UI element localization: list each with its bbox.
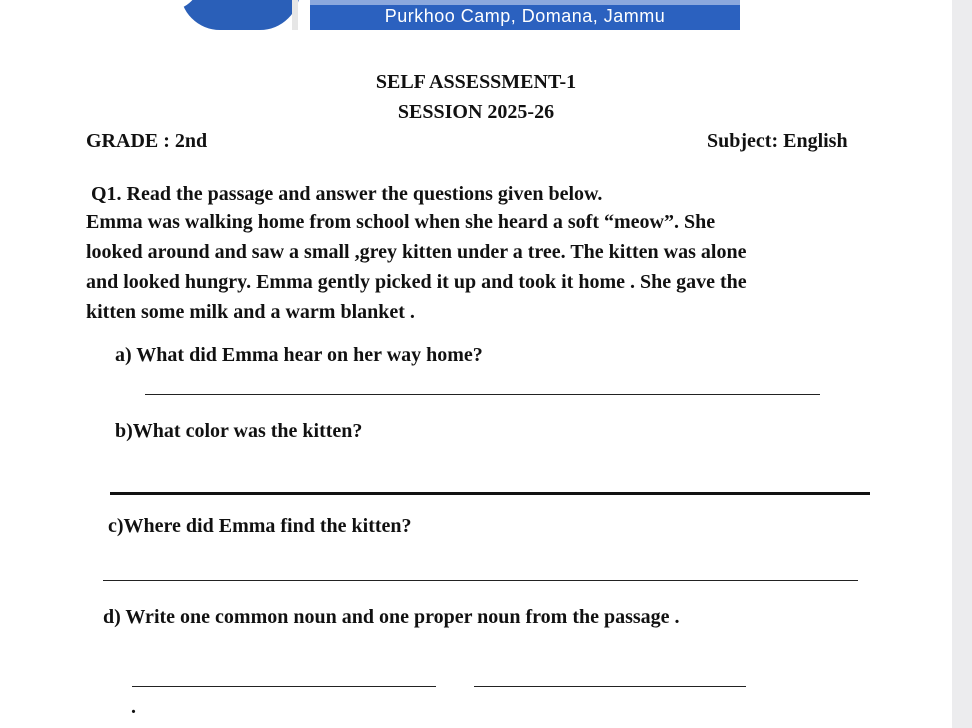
assessment-title: SELF ASSESSMENT-1 — [375, 71, 577, 93]
viewer-margin — [952, 0, 972, 728]
grade-label: GRADE : 2nd — [86, 130, 208, 152]
school-logo-emblem — [180, 0, 300, 30]
answer-line-c[interactable] — [103, 580, 858, 581]
reading-passage: Emma was walking home from school when she heard a soft “meow”. She looked around and saw a small ,grey kitten under a tree. The kitten was alone and looked hungry. Emma gently picked it up and took it home . She gave the kitten some milk and a warm blanket . — [86, 211, 747, 323]
subject-label: Subject: English — [707, 130, 848, 152]
answer-line-a[interactable] — [145, 394, 820, 395]
trailing-dot: . — [131, 696, 136, 718]
session-label: SESSION 2025-26 — [397, 101, 555, 123]
question-b: b)What color was the kitten? — [115, 420, 363, 442]
school-address-box — [310, 0, 740, 30]
question-d: d) Write one common noun and one proper noun from the passage . — [103, 606, 680, 628]
answer-line-b[interactable] — [110, 492, 870, 495]
question-c: c)Where did Emma find the kitten? — [108, 515, 412, 537]
logo-divider — [292, 0, 298, 30]
question-1-instruction: Q1. Read the passage and answer the questions given below. — [91, 183, 603, 205]
question-a: a) What did Emma hear on her way home? — [115, 344, 483, 366]
answer-line-d-proper-noun[interactable] — [474, 686, 746, 687]
school-address: Purkhoo Camp, Domana, Jammu — [384, 6, 666, 26]
answer-line-d-common-noun[interactable] — [132, 686, 436, 687]
school-logo-banner — [180, 0, 740, 30]
